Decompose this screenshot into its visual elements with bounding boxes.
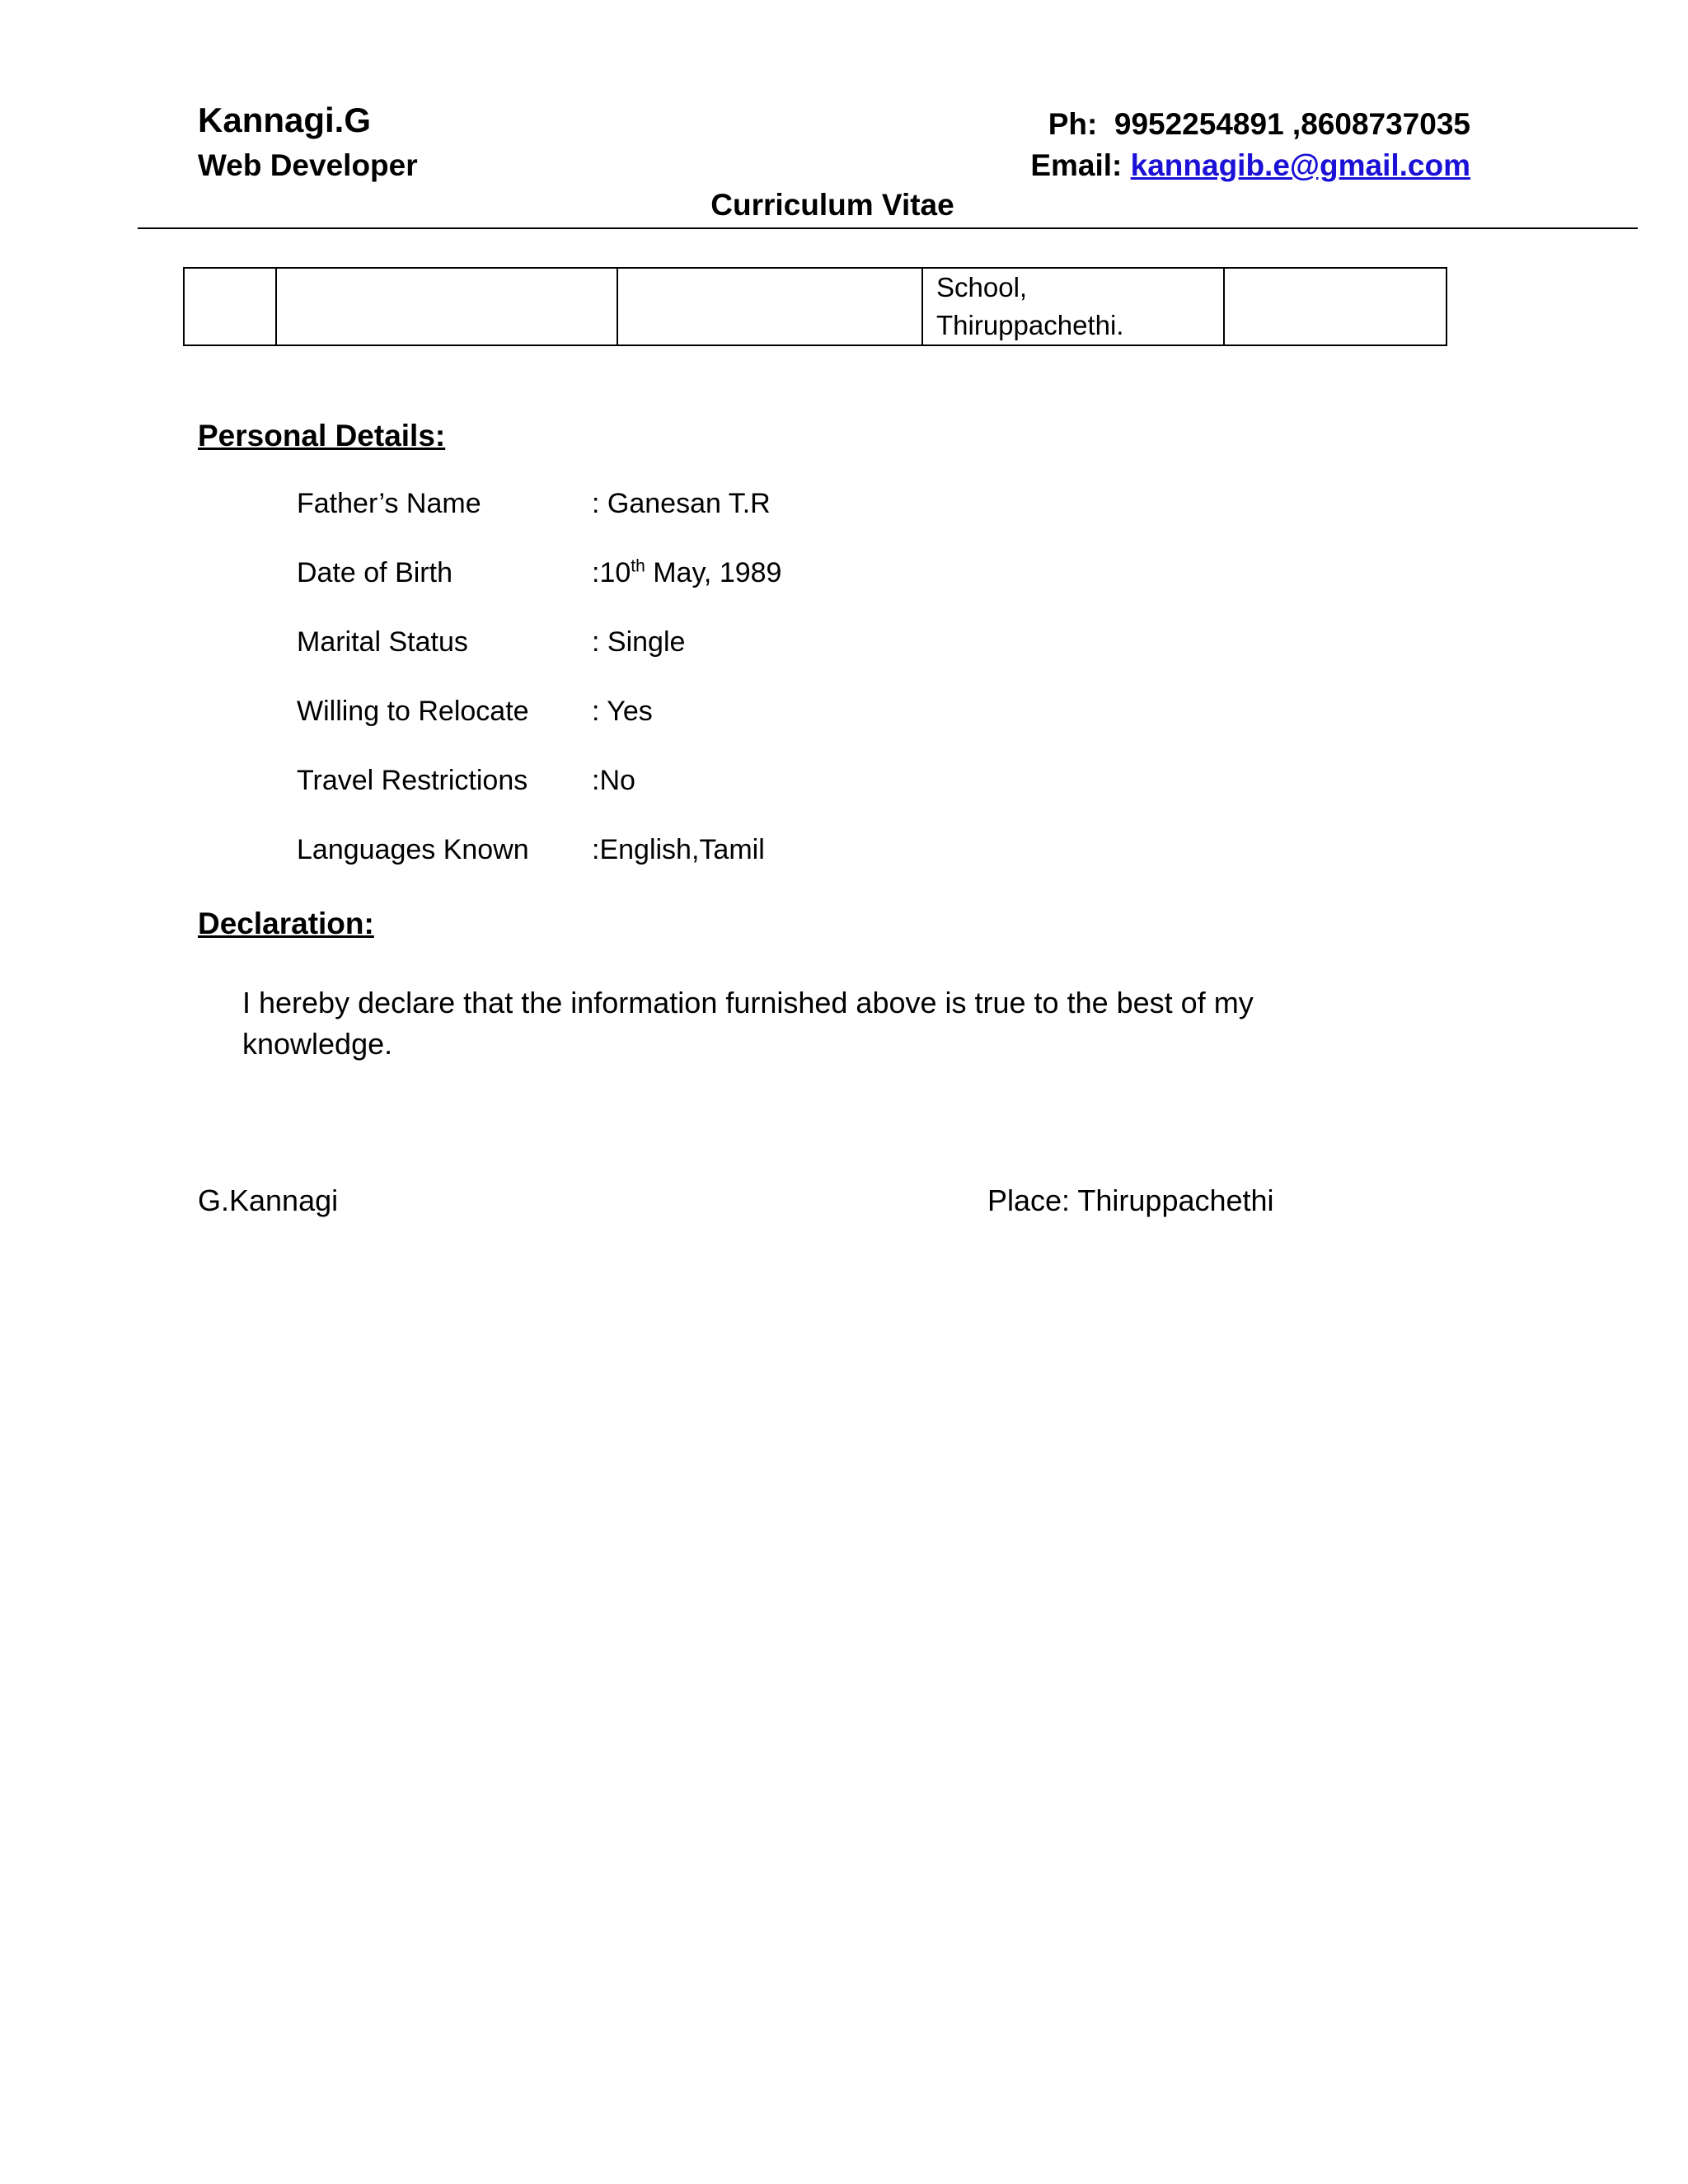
travel-restrictions-label: Travel Restrictions	[297, 765, 528, 796]
dob-label: Date of Birth	[297, 557, 452, 588]
table-cell	[184, 268, 276, 345]
email-label: Email:	[1030, 148, 1123, 182]
languages-label: Languages Known	[297, 834, 529, 865]
personal-details-heading: Personal Details:	[198, 419, 446, 452]
table-cell	[1224, 268, 1447, 345]
document-title: Curriculum Vitae	[710, 188, 954, 222]
header-divider	[138, 227, 1638, 229]
relocate-value: : Yes	[592, 696, 653, 727]
table-row	[184, 268, 1447, 345]
candidate-name: Kannagi.G	[198, 101, 372, 139]
travel-restrictions-value: :No	[592, 765, 635, 796]
phone-line	[1048, 107, 1470, 142]
dob-month-year: May, 1989	[645, 557, 782, 588]
email-link[interactable]: kannagib.e@gmail.com	[1130, 148, 1470, 182]
phone-label: Ph:	[1048, 107, 1098, 141]
email-line	[1030, 148, 1470, 183]
dob-value	[592, 557, 781, 589]
fathers-name-value: : Ganesan T.R	[592, 488, 771, 519]
dob-day: :10	[592, 557, 631, 588]
table-cell	[617, 268, 922, 345]
signature-name: G.Kannagi	[198, 1183, 339, 1217]
place: Place: Thiruppachethi	[987, 1183, 1274, 1217]
table-cell: School, Thiruppachethi.	[922, 268, 1224, 345]
marital-status-label: Marital Status	[297, 626, 468, 658]
declaration-text: I hereby declare that the information furnished above is true to the best of my knowledge.	[242, 986, 1254, 1061]
candidate-role: Web Developer	[198, 148, 418, 182]
marital-status-value: : Single	[592, 626, 686, 658]
phone-numbers: 9952254891 ,8608737035	[1114, 107, 1470, 141]
languages-value: :English,Tamil	[592, 834, 765, 865]
declaration-heading: Declaration:	[198, 907, 374, 940]
table-cell	[276, 268, 617, 345]
relocate-label: Willing to Relocate	[297, 696, 529, 727]
dob-ordinal: th	[631, 556, 645, 576]
education-table	[183, 267, 1447, 346]
fathers-name-label: Father’s Name	[297, 488, 481, 519]
